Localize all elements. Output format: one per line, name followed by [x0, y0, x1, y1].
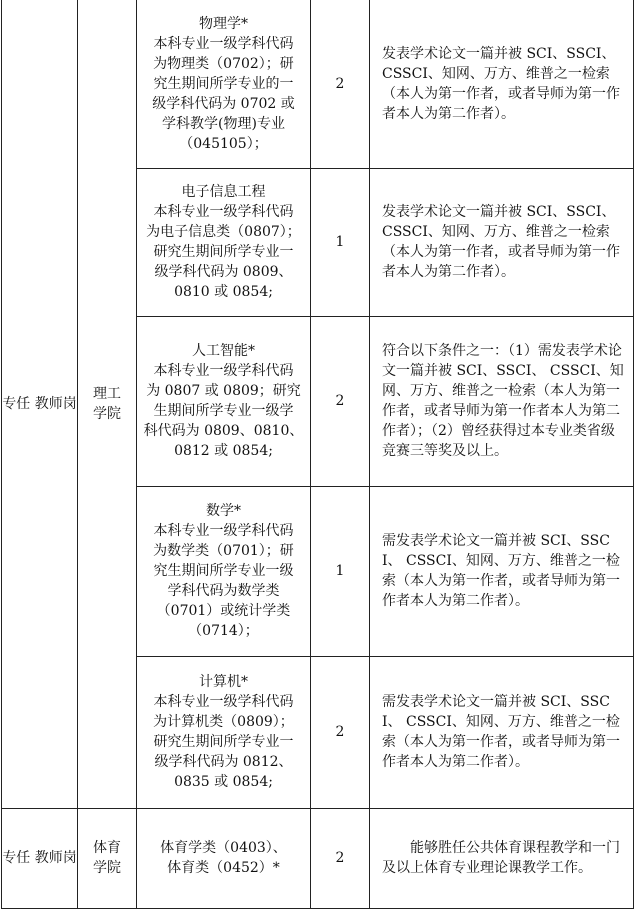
- major-line: 级学科代码为 0809、: [154, 264, 293, 280]
- major-line: 数学*: [206, 503, 241, 519]
- requirement-cell: [370, 486, 634, 656]
- college-label: 理工: [93, 385, 121, 402]
- major-line: 科代码为 0809、0810、: [143, 423, 304, 439]
- position-cell: [2, 808, 78, 908]
- major-line: 体育学类（0403）、: [160, 840, 287, 856]
- count-cell: 2: [311, 0, 370, 168]
- major-cell: [137, 0, 311, 168]
- table-row: [2, 0, 634, 168]
- requirement-text: 需发表学术论文一篇并被 SCI、SSCI、 CSSCI、知网、万方、维普之一检索（本人为第一作者，或者导师为第一作者本人为第二作者）。: [382, 694, 620, 770]
- requirement-text: 需发表学术论文一篇并被 SCI、SSCI、 CSSCI、知网、万方、维普之一检索（本人为第一作者，或者导师为第一作者本人为第二作者）。: [382, 533, 620, 609]
- college-label: 学院: [93, 405, 121, 422]
- table-row: [2, 808, 634, 908]
- major-line: 为电子信息类（0807）；: [146, 224, 301, 240]
- major-line: 0812 或 0854;: [174, 443, 273, 459]
- count-cell: 2: [311, 316, 370, 486]
- count-cell: 2: [311, 656, 370, 808]
- major-cell: [137, 656, 311, 808]
- major-line: 学科教学(物理)专业: [162, 115, 285, 132]
- major-line: 计算机*: [199, 674, 248, 690]
- requirement-text: 能够胜任公共体育课程教学和一门及以上体育专业理论课教学工作。: [382, 840, 620, 876]
- college-cell: [78, 808, 137, 908]
- major-line: 人工智能*: [192, 343, 255, 359]
- position-label: 专任: [2, 395, 31, 412]
- major-line: （045105）；: [179, 135, 268, 152]
- position-cell: [2, 0, 78, 808]
- major-line: 电子信息工程: [181, 184, 266, 200]
- position-label: 教师岗: [34, 395, 77, 412]
- major-cell: [137, 316, 311, 486]
- count-cell: 2: [311, 808, 370, 908]
- major-line: 生期间所学专业一级学: [153, 403, 294, 419]
- requirement-cell: [370, 168, 634, 316]
- college-label: 学院: [93, 860, 121, 876]
- recruitment-table: [1, 0, 634, 909]
- major-line: 学科代码为数学类: [167, 583, 280, 599]
- major-line: 本科专业一级学科代码: [153, 204, 294, 220]
- major-line: 研究生期间所学专业一: [153, 734, 294, 750]
- requirement-cell: [370, 656, 634, 808]
- major-line: 究生期间所学专业一级: [153, 563, 294, 579]
- major-line: 为 0807 或 0809；研究: [146, 383, 301, 399]
- count-cell: 1: [311, 486, 370, 656]
- major-line: 本科专业一级学科代码: [153, 35, 294, 52]
- requirement-cell: [370, 0, 634, 168]
- requirement-text: 发表学术论文一篇并被 SCI、SSCI、CSSCI、知网、万方、维普之一检索（本人为第一作者，或者导师为第一作者本人为第二作者）。: [382, 45, 620, 122]
- count-cell: 1: [311, 168, 370, 316]
- requirement-cell: [370, 808, 634, 908]
- major-line: 物理学*: [199, 15, 248, 32]
- major-line: 0810 或 0854;: [174, 284, 273, 300]
- major-cell: [137, 808, 311, 908]
- requirement-text: 符合以下条件之一：（1）需发表学术论文一篇并被 SCI、SSCI、 CSSCI、知网、万方、维普之一检索（本人为第一作者，或者导师为第一作者本人为第二作者）；（2）曾经获得过本专业类省级竞赛三等奖及以上。: [382, 343, 624, 459]
- college-label: 体育: [93, 840, 121, 856]
- major-line: 0835 或 0854;: [174, 774, 273, 790]
- major-line: 为数学类（0701）；研: [153, 543, 294, 559]
- major-line: 本科专业一级学科代码: [153, 694, 294, 710]
- major-line: 本科专业一级学科代码: [153, 363, 294, 379]
- major-line: 级学科代码为 0702 或: [152, 95, 295, 112]
- major-cell: [137, 486, 311, 656]
- major-line: 为物理类（0702）；研: [153, 55, 294, 72]
- major-cell: [137, 168, 311, 316]
- major-line: 研究生期间所学专业一: [153, 244, 294, 260]
- major-line: （0714）；: [188, 623, 259, 639]
- major-line: （0701）或统计学类: [156, 603, 291, 619]
- position-label: 教师岗: [34, 850, 77, 866]
- major-line: 体育类（0452）*: [167, 860, 280, 876]
- major-line: 为计算机类（0809）；: [153, 714, 294, 730]
- requirement-cell: [370, 316, 634, 486]
- requirement-text: 发表学术论文一篇并被 SCI、SSCI、CSSCI、知网、万方、维普之一检索（本人为第一作者，或者导师为第一作者本人为第二作者）。: [382, 204, 620, 280]
- major-line: 本科专业一级学科代码: [153, 523, 294, 539]
- college-cell: [78, 0, 137, 808]
- position-label: 专任: [2, 850, 31, 866]
- major-line: 究生期间所学专业的一: [153, 75, 294, 92]
- major-line: 级学科代码为 0812、: [154, 754, 293, 770]
